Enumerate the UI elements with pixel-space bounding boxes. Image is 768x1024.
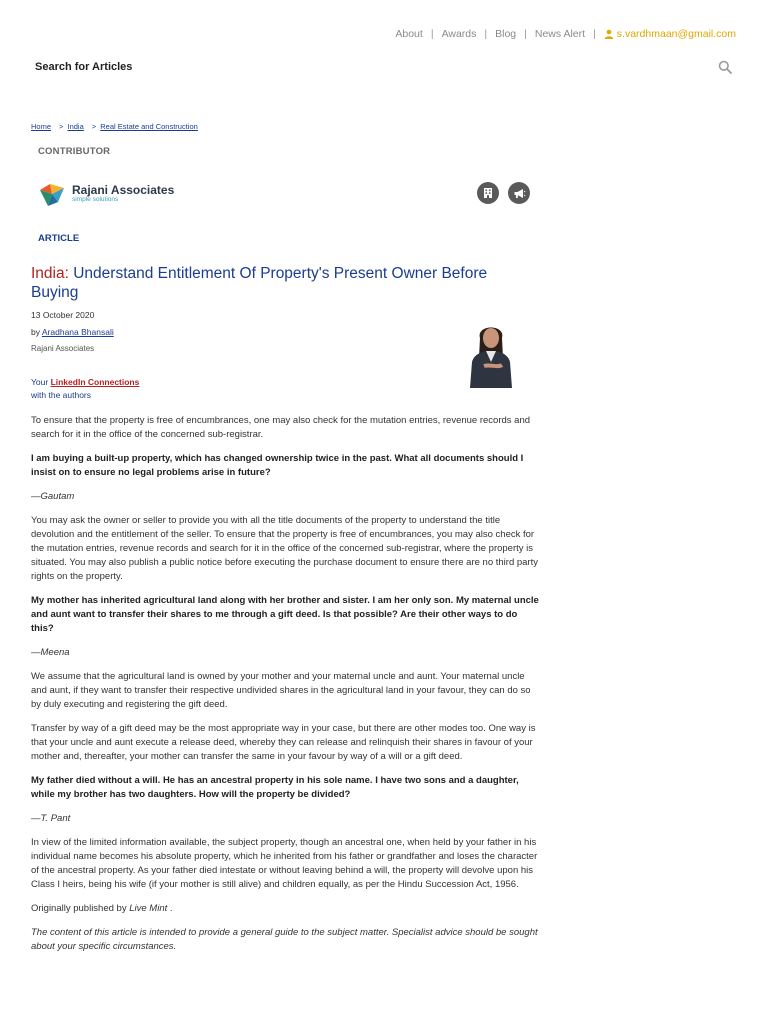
top-nav	[395, 28, 736, 40]
megaphone-icon	[513, 187, 526, 200]
author-photo[interactable]	[462, 318, 520, 388]
firm-profile-button[interactable]	[477, 182, 499, 204]
nav-about-link[interactable]: About	[395, 28, 423, 40]
breadcrumb	[31, 122, 198, 131]
breadcrumb-item-country	[59, 122, 84, 131]
article-country: India:	[31, 265, 69, 282]
firm-logo-name: Rajani Associates	[72, 183, 175, 198]
answer-2-paragraph-1: We assume that the agricultural land is owned by your mother and your maternal uncle and aunt. Your maternal uncle and aunt, if they want to transfer their respective undivided shares in the agricultural land in your favour, they can do so by duly executing and registering the gift deed.	[31, 671, 531, 710]
announce-button[interactable]	[508, 182, 530, 204]
published-prefix: Originally published by	[31, 903, 127, 914]
author-firm: Rajani Associates	[31, 344, 95, 353]
firm-logo[interactable]	[38, 180, 174, 208]
building-icon	[482, 187, 494, 199]
published-source: Live Mint	[129, 903, 168, 914]
breadcrumb-arrow: >	[59, 122, 64, 131]
question-3-signature: —T. Pant	[31, 813, 71, 824]
search-label[interactable]: Search for Articles	[35, 61, 133, 73]
firm-logo-text	[72, 184, 174, 204]
published-note	[31, 902, 539, 916]
nav-blog-link[interactable]: Blog	[495, 28, 517, 40]
question-3: My father died without a will. He has an ancestral property in his sole name. I have two sons and a daughter, while my brother has two daughters. How will the property be divided?	[31, 775, 519, 800]
author-link[interactable]: Aradhana Bhansali	[41, 327, 114, 337]
nav-separator: |	[524, 28, 527, 40]
connections-suffix: with the authors	[31, 390, 92, 400]
breadcrumb-arrow: >	[91, 122, 97, 131]
search-bar[interactable]	[35, 58, 732, 76]
breadcrumb-country-link[interactable]: India	[67, 122, 84, 131]
user-account-link[interactable]	[604, 28, 736, 40]
breadcrumb-item-category	[92, 122, 198, 131]
answer-3: In view of the limited information available, the subject property, though an ancestral one, when held by your father in his individual name becomes his absolute property, which he inherited from his father or grandfather and loses the character of the ancestral property. As your father died intestate or without leaving behind a will, the property will devolve upon his Class I heirs, being his wife (if your mother is still alive) and children equally, as per the Hindu Succession Act, 1956.	[31, 837, 538, 890]
linkedin-connections-link[interactable]: LinkedIn Connections	[50, 377, 140, 387]
article-title	[31, 264, 511, 302]
article-label: ARTICLE	[38, 233, 80, 244]
search-icon[interactable]	[718, 60, 732, 74]
contributor-label: CONTRIBUTOR	[38, 146, 111, 157]
nav-separator: |	[484, 28, 488, 40]
question-1: I am buying a built-up property, which has changed ownership twice in the past. What all documents should I insist on to ensure no legal problems arise in future?	[31, 453, 524, 478]
user-email: s.vardhmaan@gmail.com	[616, 28, 736, 40]
answer-1: You may ask the owner or seller to provide you with all the title documents of the property to understand the title devolution and the entitlement of the seller. To ensure that the property is free of encumbrances, you may also check for the mutation entries, revenue records and search for it in the office of the concerned sub-registrar, where the property is situated. You may also publish a public notice before executing the purchase document to ensure there are no third party rights on the property.	[31, 515, 538, 582]
connections-prefix: Your	[31, 377, 49, 387]
question-1-signature: —Gautam	[31, 491, 75, 502]
nav-separator: |	[593, 28, 596, 40]
article-body	[31, 414, 539, 964]
question-2-signature: —Meena	[31, 647, 70, 658]
breadcrumb-home[interactable]: Home	[31, 122, 52, 131]
byline-prefix: by	[31, 327, 40, 337]
article-date: 13 October 2020	[31, 310, 95, 320]
linkedin-connections	[31, 376, 139, 402]
article-byline	[31, 327, 114, 337]
article-title-text: Understand Entitlement Of Property's Present Owner Before Buying	[31, 265, 488, 301]
answer-2-paragraph-2: Transfer by way of a gift deed may be the most appropriate way in your case, but there are other modes too. One way is that your uncle and aunt execute a release deed, whereby they can release and relinquish their shares in favour of your mother and, thereafter, your mother can transfer the same in your favour by way of a will or a gift deed.	[31, 723, 536, 762]
nav-separator: |	[430, 28, 434, 40]
user-icon	[604, 29, 614, 39]
breadcrumb-category-link[interactable]: Real Estate and Construction	[100, 122, 198, 131]
contributor-actions	[477, 182, 530, 204]
article-intro: To ensure that the property is free of encumbrances, one may also check for the mutation entries, revenue records and search for it in the office of the concerned sub-registrar.	[31, 415, 531, 440]
firm-logo-mark-icon	[38, 180, 66, 208]
nav-news-alert-link[interactable]: News Alert	[534, 28, 586, 40]
firm-logo-tagline: simple solutions	[72, 196, 119, 204]
disclaimer: The content of this article is intended to provide a general guide to the subject matter. Specialist advice should be sought about your specific circumstances.	[31, 927, 538, 952]
nav-awards-link[interactable]: Awards	[441, 28, 477, 40]
published-suffix: .	[169, 903, 173, 914]
question-2: My mother has inherited agricultural land along with her brother and sister. I am her only son. My maternal uncle and aunt want to transfer their shares to me through a gift deed. Is that possible? Are their other ways to do this?	[31, 595, 539, 634]
